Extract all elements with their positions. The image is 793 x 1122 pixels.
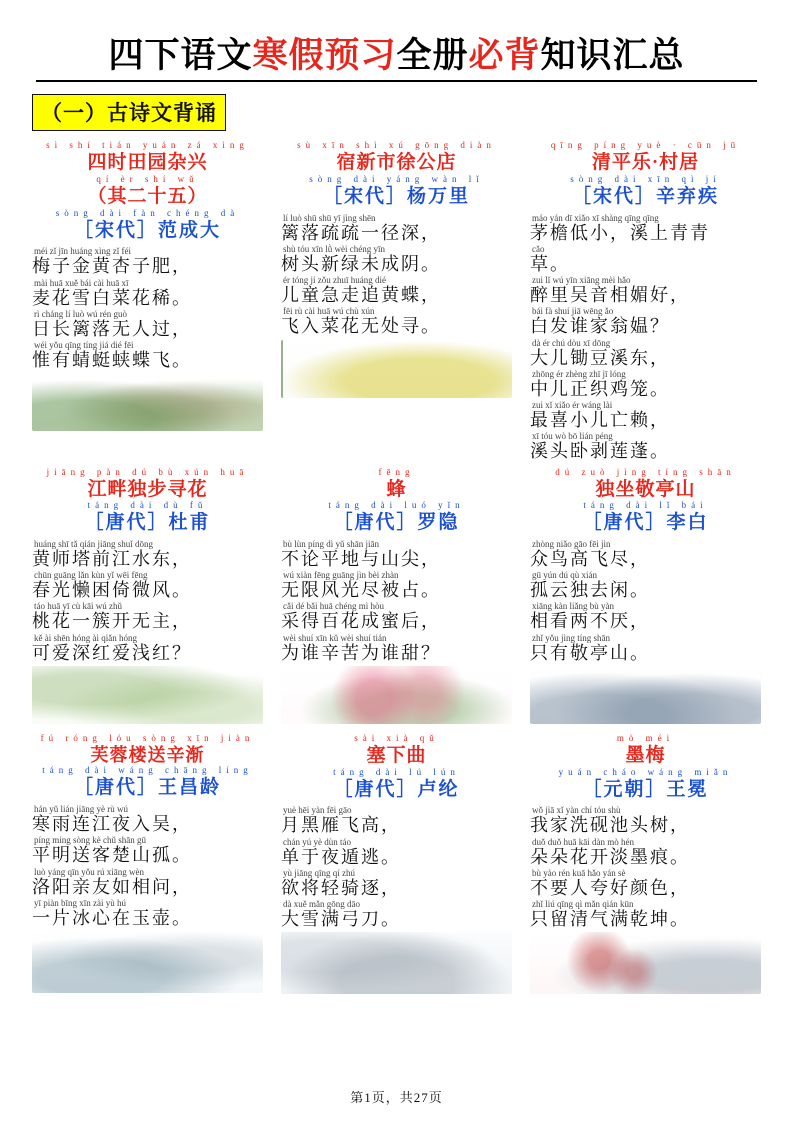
poem-author-pinyin: táng dài wáng chāng líng — [42, 765, 253, 776]
line-pinyin: bái fà shuí jiā wēng ǎo — [532, 306, 614, 317]
poem-author-pinyin: táng dài lǐ bái — [583, 500, 708, 511]
title-part-5: 知识汇总 — [540, 36, 685, 75]
line-text: 一片冰心在玉壶。 — [32, 907, 192, 928]
poem-line — [281, 900, 514, 930]
poem-line — [32, 571, 265, 601]
illustration-mountains — [530, 666, 761, 724]
poem-body — [30, 540, 265, 664]
poem-line — [530, 214, 763, 244]
line-text: 采得百花成蜜后， — [281, 611, 441, 632]
line-pinyin: zhǐ yǒu jìng tíng shān — [532, 632, 610, 643]
title-part-4: 必背 — [468, 36, 541, 75]
poem-line — [530, 806, 763, 836]
poem-card — [26, 730, 269, 1000]
line-text: 孤云独去闲。 — [530, 580, 650, 601]
line-text: 春光懒困倚微风。 — [32, 580, 192, 601]
poem-card — [275, 464, 518, 730]
poem-title-pinyin: mò méi — [616, 732, 675, 743]
illustration-plum-blossom — [530, 932, 761, 994]
line-text: 不论平地与山尖， — [281, 549, 441, 569]
line-pinyin: zuì xǐ xiǎo ér wáng lài — [532, 400, 613, 411]
line-text: 树头新绿未成阴。 — [281, 253, 441, 274]
poem-title: 芙蓉楼送辛渐 — [90, 744, 205, 765]
line-pinyin: dà ér chú dòu xī dōng — [532, 337, 611, 348]
poem-author: ［唐代］罗隐 — [333, 512, 460, 534]
poem-line — [281, 245, 514, 275]
illustration-willow-riverbank — [32, 666, 263, 724]
poem-line — [32, 540, 265, 570]
poem-line — [281, 307, 514, 337]
line-text: 无限风光尽被占。 — [281, 580, 441, 601]
line-pinyin: zhòng niǎo gāo fēi jìn — [532, 539, 611, 549]
poem-line — [281, 838, 514, 868]
poem-title-pinyin: jiāng pàn dú bù xún huā — [46, 466, 249, 477]
poem-line — [530, 634, 763, 664]
line-pinyin: cǎi dé bǎi huā chéng mì hòu — [283, 601, 384, 612]
line-pinyin: zhǐ liú qīng qì mǎn qián kūn — [532, 899, 634, 910]
line-text: 醉里吴音相媚好， — [530, 285, 690, 306]
poem-body — [30, 247, 265, 371]
line-text: 最喜小儿亡赖， — [530, 410, 670, 431]
line-text: 平明送客楚山孤。 — [32, 845, 192, 866]
poem-card — [275, 137, 518, 463]
poem-title: 江畔独步寻花 — [87, 478, 208, 500]
poem-title-pinyin: sì shí tián yuán zá xìng — [46, 140, 249, 151]
line-pinyin: gū yún dú qù xián — [532, 570, 597, 581]
poem-title-pinyin: fú róng lóu sòng xīn jiàn — [40, 732, 255, 743]
line-pinyin: dà xuě mǎn gōng dāo — [283, 899, 360, 910]
poem-line — [530, 276, 763, 306]
line-pinyin: duǒ duǒ huā kāi dàn mò hén — [532, 836, 634, 847]
line-text: 梅子金黄杏子肥， — [32, 256, 192, 277]
line-pinyin: wèi shuí xīn kǔ wèi shuí tián — [283, 632, 387, 643]
poem-author-pinyin: yuán cháo wáng miǎn — [558, 766, 733, 777]
line-text: 溪头卧剥莲蓬。 — [530, 441, 670, 462]
poem-line — [32, 602, 265, 632]
line-text: 白发谁家翁媪？ — [530, 316, 670, 337]
poem-card — [524, 464, 767, 730]
poem-line — [530, 540, 763, 570]
line-pinyin: kě ài shēn hóng ài qiǎn hóng — [34, 632, 137, 643]
title-divider — [36, 80, 757, 82]
line-text: 飞入菜花无处寻。 — [281, 316, 441, 337]
line-text: 儿童急走追黄蝶， — [281, 285, 441, 306]
line-pinyin: luò yáng qīn yǒu rú xiāng wèn — [34, 866, 144, 877]
poem-title: 塞下曲 — [366, 744, 427, 766]
line-text: 大雪满弓刀。 — [281, 909, 401, 930]
poem-line — [32, 899, 265, 929]
line-text: 朵朵花开淡墨痕。 — [530, 846, 690, 867]
poem-card — [524, 137, 767, 463]
poem-body — [528, 540, 763, 664]
page-footer: 第1页，共27页 — [350, 1090, 443, 1105]
line-text: 月黑雁飞高， — [281, 815, 401, 836]
line-text: 日长篱落无人过， — [32, 318, 192, 339]
poem-line — [530, 900, 763, 930]
line-pinyin: chán yú yè dùn táo — [283, 836, 351, 847]
poem-line — [32, 247, 265, 277]
poem-body — [528, 806, 763, 930]
line-pinyin: yuè hēi yàn fēi gāo — [283, 805, 352, 816]
line-pinyin: méi zǐ jīn huáng xìng zǐ féi — [34, 246, 131, 257]
poem-title-pinyin: sài xià qǔ — [354, 732, 439, 743]
poem-author: ［唐代］卢纶 — [333, 778, 460, 800]
line-pinyin: mài huā xuě bái cài huā xī — [34, 277, 129, 288]
line-pinyin: yī piàn bīng xīn zài yù hú — [34, 897, 126, 908]
poem-title: 四时田园杂兴 — [87, 152, 208, 174]
poem-card — [275, 730, 518, 1000]
poem-line — [32, 805, 265, 835]
line-text: 中儿正织鸡笼。 — [530, 378, 670, 399]
line-text: 惟有蜻蜓蛱蝶飞。 — [32, 350, 192, 371]
poem-line — [530, 307, 763, 337]
poem-title: 独坐敬亭山 — [595, 478, 696, 500]
poem-line — [530, 602, 763, 632]
line-text: 黄师塔前江水东， — [32, 549, 192, 569]
poem-line — [530, 432, 763, 462]
line-pinyin: bù lùn píng dì yǔ shān jiān — [283, 539, 379, 549]
line-pinyin: táo huā yī cù kāi wú zhǔ — [34, 601, 122, 612]
poem-author: ［宋代］辛弃疾 — [571, 186, 719, 207]
poem-line — [32, 279, 265, 309]
poem-line — [281, 602, 514, 632]
poem-author: ［元朝］王冕 — [582, 778, 709, 800]
line-pinyin: hán yǔ lián jiāng yè rù wú — [34, 804, 128, 815]
line-text: 麦花雪白菜花稀。 — [32, 287, 192, 308]
poem-line — [32, 868, 265, 898]
poem-line — [530, 838, 763, 868]
line-pinyin: píng míng sòng kè chǔ shān gū — [34, 835, 146, 846]
poem-author: ［唐代］杜甫 — [84, 512, 211, 534]
poem-title-pinyin: dú zuò jìng tíng shān — [555, 466, 736, 477]
line-text: 篱落疏疏一径深， — [281, 222, 441, 243]
line-text: 桃花一簇开无主， — [32, 611, 192, 632]
poem-subtitle: （其二十五） — [87, 186, 208, 207]
line-text: 众鸟高飞尽， — [530, 549, 650, 569]
poem-title: 蜂 — [386, 478, 407, 500]
poem-card — [26, 464, 269, 730]
line-pinyin: chūn guāng lǎn kùn yǐ wēi fēng — [34, 570, 148, 581]
section-tag: （一）古诗文背诵 — [32, 94, 226, 131]
line-text: 大儿锄豆溪东， — [530, 347, 670, 368]
poem-line — [530, 869, 763, 899]
poem-author: ［宋代］范成大 — [73, 219, 221, 241]
poem-line — [530, 370, 763, 400]
title-part-1: 四下语文 — [108, 36, 253, 75]
poem-line — [281, 540, 514, 570]
poem-line — [281, 571, 514, 601]
poem-line — [281, 276, 514, 306]
poem-author: ［宋代］杨万里 — [322, 186, 470, 207]
poem-title: 清平乐·村居 — [591, 152, 700, 174]
line-pinyin: wú xiàn fēng guāng jìn bèi zhàn — [283, 570, 399, 581]
illustration-village — [32, 373, 263, 431]
poem-author-pinyin: táng dài lú lún — [333, 766, 460, 777]
line-text: 为谁辛苦为谁甜？ — [281, 642, 441, 663]
poem-line — [32, 310, 265, 340]
line-pinyin: fēi rù cài huā wú chù xún — [283, 306, 375, 317]
line-pinyin: bù yào rén kuā hǎo yán sè — [532, 867, 626, 878]
poem-card — [524, 730, 767, 1000]
line-pinyin: zhōng ér zhèng zhī jī lóng — [532, 368, 626, 379]
poem-body — [279, 214, 514, 338]
illustration-snow-scene — [281, 932, 512, 994]
line-pinyin: wǒ jiā xǐ yàn chí tóu shù — [532, 805, 621, 816]
line-text: 只留清气满乾坤。 — [530, 909, 690, 930]
line-pinyin: zuì lǐ wú yīn xiāng mèi hǎo — [532, 275, 631, 286]
line-text: 只有敬亭山。 — [530, 642, 650, 663]
poem-line — [530, 571, 763, 601]
poem-body — [279, 806, 514, 930]
illustration-peach-blossom — [281, 666, 512, 724]
poem-subtitle-pinyin: qí èr shí wǔ — [96, 174, 199, 184]
page-title — [26, 36, 767, 76]
line-text: 相看两不厌， — [530, 611, 650, 632]
poem-line — [530, 401, 763, 431]
line-pinyin: xī tóu wò bō lián péng — [532, 431, 613, 442]
line-text: 单于夜遁逃。 — [281, 846, 401, 867]
poem-body — [279, 540, 514, 664]
line-text: 可爱深红爱浅红？ — [32, 642, 192, 663]
poem-title-pinyin: fēng — [378, 466, 415, 477]
line-text: 草。 — [530, 253, 570, 274]
poem-author: ［唐代］王昌龄 — [73, 777, 221, 799]
line-pinyin: ér tóng jí zǒu zhuī huáng dié — [283, 275, 386, 286]
poem-body — [30, 805, 265, 929]
poem-line — [530, 339, 763, 369]
line-text: 茅檐低小，溪上青青 — [530, 222, 710, 243]
line-text: 我家洗砚池头树， — [530, 815, 690, 836]
line-pinyin: xiāng kàn liǎng bù yàn — [532, 601, 614, 612]
line-pinyin: máo yán dī xiǎo xī shàng qīng qīng — [532, 212, 659, 223]
line-text: 寒雨连江夜入吴， — [32, 814, 192, 835]
poem-line — [281, 214, 514, 244]
poem-line — [281, 806, 514, 836]
poem-line — [281, 634, 514, 664]
poem-title-pinyin: qīng píng yuè · cūn jū — [550, 140, 741, 151]
section-tag-wrap — [26, 92, 767, 137]
poem-body — [528, 214, 763, 463]
poem-author: ［唐代］李白 — [582, 512, 709, 534]
poem-author-pinyin: táng dài dù fǔ — [87, 500, 208, 511]
line-pinyin: cǎo — [532, 243, 545, 254]
poem-line — [530, 245, 763, 275]
poem-author-pinyin: sòng dài fàn chéng dà — [55, 207, 240, 218]
poem-title: 墨梅 — [625, 744, 666, 766]
line-pinyin: wéi yǒu qīng tíng jiá dié fēi — [34, 340, 134, 351]
line-pinyin: lí luò shū shū yī jìng shēn — [283, 212, 376, 223]
title-part-3: 全册 — [396, 36, 469, 75]
title-part-2: 寒假预习 — [252, 36, 397, 75]
poem-title: 宿新市徐公店 — [336, 152, 457, 174]
poem-grid — [26, 137, 767, 1000]
poem-line — [32, 341, 265, 371]
poem-author-pinyin: sòng dài yáng wàn lǐ — [309, 174, 484, 184]
illustration-winter-house — [32, 931, 263, 993]
line-pinyin: shù tóu xīn lǜ wèi chéng yīn — [283, 243, 385, 254]
poem-author-pinyin: táng dài luó yǐn — [328, 500, 465, 511]
poem-title-pinyin: sù xīn shì xú gōng diàn — [297, 140, 496, 151]
line-text: 不要人夸好颜色， — [530, 877, 690, 898]
line-text: 洛阳亲友如相问， — [32, 876, 192, 897]
line-pinyin: yù jiāng qīng qí zhú — [283, 867, 355, 878]
poem-line — [32, 634, 265, 664]
line-pinyin: huáng shī tǎ qián jiāng shuǐ dōng — [34, 539, 153, 549]
line-pinyin: rì cháng lí luò wú rén guò — [34, 308, 127, 319]
poem-line — [281, 869, 514, 899]
poem-card — [26, 137, 269, 463]
line-text: 欲将轻骑逐， — [281, 877, 401, 898]
illustration-bamboo-rape-flowers — [281, 340, 512, 398]
poem-author-pinyin: sòng dài xīn qì jí — [570, 174, 721, 184]
poem-line — [32, 836, 265, 866]
